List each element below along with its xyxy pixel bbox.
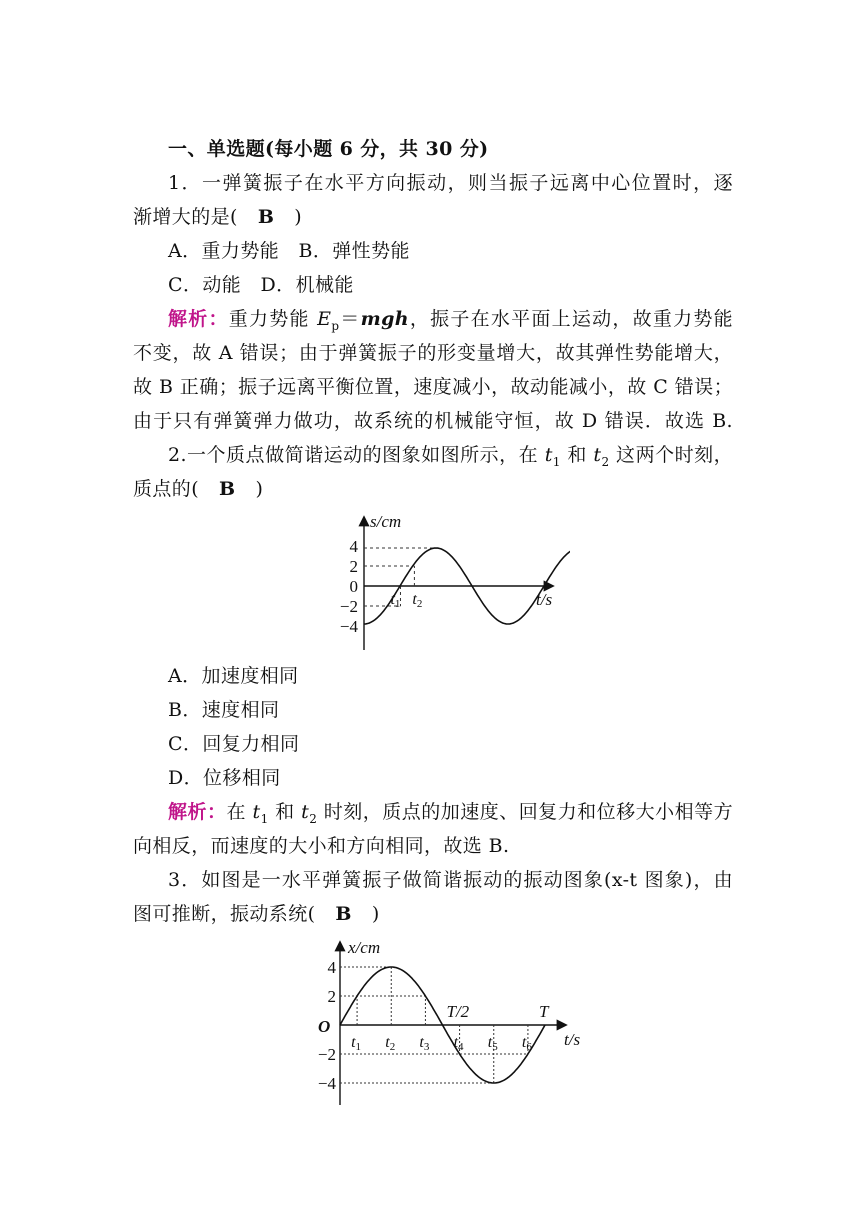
q2-analysis-text-b: 时刻，质点的加速度、回复力和位移大小相等方 — [317, 801, 734, 823]
f1-y-tick-labels — [340, 537, 359, 636]
f2-y-tick-3: −4 — [317, 1074, 336, 1093]
q1-analysis-label: 解析： — [168, 308, 229, 330]
f1-y-tick-1: 2 — [349, 557, 358, 576]
q1-options-cd: C．动能 D．机械能 — [168, 274, 354, 296]
q2-stem-text-a: 2.一个质点做简谐运动的图象如图所示，在 — [168, 444, 545, 466]
q2-t1: t — [544, 444, 553, 466]
f2-marker-t3: t3 — [419, 1034, 430, 1053]
q2-answer: B — [219, 478, 236, 500]
q1-stem-line1: 1．一弹簧振子在水平方向振动，则当振子远离中心位置时，逐 — [168, 172, 733, 194]
q1-mgh: mgh — [360, 308, 409, 330]
q1-eq-sign: ＝ — [339, 308, 361, 330]
q1-ep-sub: p — [331, 318, 340, 333]
q2-t2-sub: 2 — [601, 454, 610, 469]
f2-y-tick-0: 4 — [327, 958, 336, 977]
f2-period-labels — [447, 1002, 551, 1021]
f2-y-tick-1: 2 — [327, 987, 336, 1006]
q1-options-ab: A．重力势能 B．弹性势能 — [168, 240, 410, 262]
q1-answer: B — [257, 206, 275, 228]
q2-option-d: D．位移相同 — [168, 767, 281, 789]
q3-figure-xt-graph — [310, 935, 600, 1110]
f1-marker-t2: t2 — [412, 591, 423, 610]
f1-y-tick-2: 0 — [349, 577, 358, 596]
f1-ylabel-text: s/cm — [370, 512, 402, 531]
q2-analysis-t2-sub: 2 — [309, 811, 318, 826]
f1-y-tick-0: 4 — [349, 537, 358, 556]
q3-stem-close: ) — [371, 903, 380, 925]
f2-marker-t1: t1 — [351, 1034, 362, 1053]
f2-origin-label: O — [318, 1017, 331, 1036]
q2-analysis-line1 — [168, 800, 733, 824]
q3-stem-line1: 3．如图是一水平弹簧振子做简谐振动的振动图象(x-t 图象)，由 — [168, 869, 733, 891]
q2-stem-close: ) — [255, 478, 264, 500]
q2-analysis-label: 解析： — [168, 801, 227, 823]
q2-analysis-line2: 向相反，而速度的大小和方向相同，故选 B. — [133, 835, 510, 857]
q2-option-c: C．回复力相同 — [168, 733, 300, 755]
q1-analysis-text-b: ，振子在水平面上运动，故重力势能 — [408, 308, 734, 330]
f2-xlabel: t/s — [564, 1030, 581, 1049]
f2-marker-t5: t5 — [487, 1034, 498, 1053]
q2-stem-text-b: 这两个时刻， — [609, 444, 733, 466]
f1-xlabel: t/s — [536, 590, 553, 609]
q2-analysis-t2: t — [301, 801, 310, 823]
f2-ylabel: x/cm — [348, 938, 381, 957]
f2-marker-t4: t4 — [453, 1034, 464, 1053]
q1-analysis-line1 — [168, 307, 733, 331]
q2-analysis-t1: t — [252, 801, 261, 823]
q2-analysis-t1-sub: 1 — [260, 811, 269, 826]
section-title: 一、单选题(每小题 6 分，共 30 分) — [168, 138, 489, 160]
q2-and: 和 — [560, 444, 594, 466]
q1-stem-text: 渐增大的是( — [133, 206, 238, 228]
q1-analysis-line3: 故 B 正确；振子远离平衡位置，速度减小，故动能减小，故 C 错误； — [133, 376, 733, 398]
q1-analysis-line2: 不变，故 A 错误；由于弹簧振子的形变量增大，故其弹性势能增大， — [133, 342, 733, 364]
f2-period-label: T — [539, 1002, 549, 1021]
q1-analysis-line4: 由于只有弹簧弹力做功，故系统的机械能守恒，故 D 错误．故选 B. — [133, 410, 733, 432]
q1-ep-symbol: E — [317, 308, 332, 330]
f2-y-tick-2: −2 — [317, 1045, 336, 1064]
f2-marker-t2: t2 — [385, 1034, 396, 1053]
q1-stem-close: ) — [294, 206, 303, 228]
q2-t2: t — [593, 444, 602, 466]
f1-ylabel — [370, 512, 401, 531]
q2-analysis-text-a: 在 — [226, 801, 253, 823]
q2-stem-text: 质点的( — [133, 478, 200, 500]
f1-y-tick-3: −2 — [339, 597, 358, 616]
f1-y-tick-4: −4 — [339, 617, 358, 636]
q3-stem-text: 图可推断，振动系统( — [133, 903, 316, 925]
q2-option-b: B．速度相同 — [168, 699, 280, 721]
f2-x-markers — [351, 1034, 532, 1053]
q2-analysis-and: 和 — [268, 801, 302, 823]
f2-marker-t6: t6 — [521, 1034, 532, 1053]
q1-stem-line2 — [133, 205, 733, 229]
q3-answer: B — [335, 903, 352, 925]
q1-analysis-text-a: 重力势能 — [228, 308, 318, 330]
q2-stem-line2 — [133, 477, 733, 501]
f2-half-period-label: T/2 — [446, 1002, 470, 1021]
f1-marker-t1: t1 — [390, 591, 401, 610]
q2-t1-sub: 1 — [552, 454, 561, 469]
q2-option-a: A．加速度相同 — [168, 665, 299, 687]
q3-stem-line2 — [133, 902, 733, 926]
q2-figure-shm-graph — [330, 510, 570, 660]
q2-stem-line1 — [168, 443, 733, 467]
